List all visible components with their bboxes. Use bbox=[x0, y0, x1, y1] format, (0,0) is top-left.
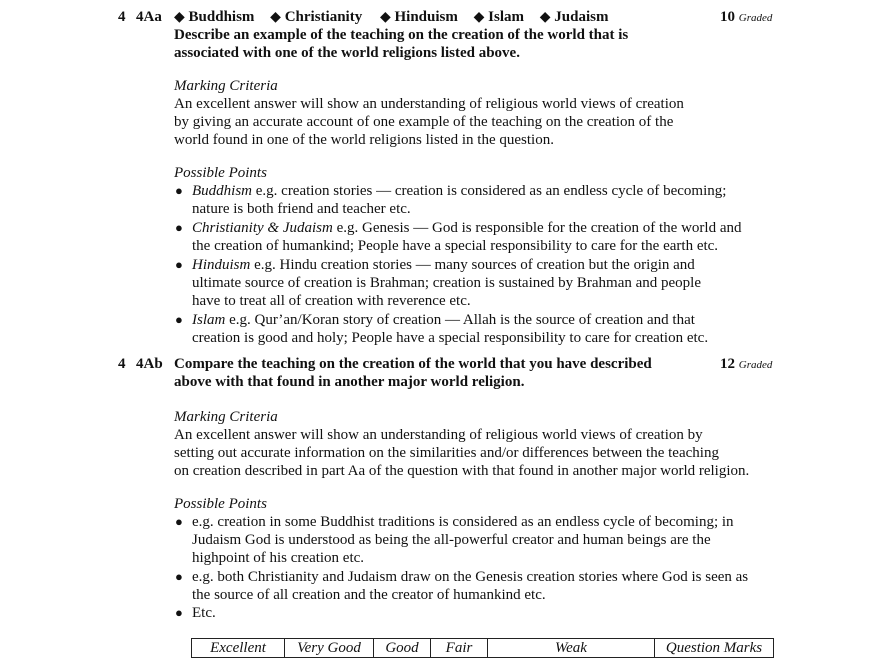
question-prompt: above with that found in another major world religion. bbox=[174, 374, 525, 390]
point-text: e.g. Hindu creation stories — many sources of creation but the origin and bbox=[250, 257, 695, 273]
graded-label: Graded bbox=[738, 359, 773, 371]
point-text: highpoint of his creation etc. bbox=[192, 550, 365, 566]
marks-graded bbox=[720, 355, 772, 374]
religion-item: Buddhism bbox=[188, 9, 255, 25]
diamond-icon: ◆ bbox=[539, 10, 551, 25]
table-cell: Very Good bbox=[285, 639, 374, 658]
point-text: have to treat all of creation with reverence etc. bbox=[192, 293, 471, 309]
bullet-icon: ● bbox=[175, 605, 183, 620]
table-cell: Good bbox=[374, 639, 431, 658]
list-item bbox=[192, 182, 726, 200]
diamond-icon: ◆ bbox=[473, 10, 485, 25]
criteria-text: by giving an accurate account of one example of the teaching on the creation of the bbox=[174, 114, 674, 130]
point-term: Hinduism bbox=[192, 257, 251, 273]
religion-item: Islam bbox=[488, 9, 524, 25]
point-text: the creation of humankind; People have a special responsibility to care for the earth etc. bbox=[192, 238, 719, 254]
list-item bbox=[192, 256, 695, 274]
point-text: ultimate source of creation is Brahman; creation is sustained by Brahman and people bbox=[192, 275, 702, 291]
question-prompt: associated with one of the world religions listed above. bbox=[174, 45, 520, 61]
diamond-icon: ◆ bbox=[379, 10, 391, 25]
diamond-icon: ◆ bbox=[174, 10, 185, 25]
table-cell: Fair bbox=[431, 639, 488, 658]
bullet-icon: ● bbox=[175, 220, 183, 235]
list-item bbox=[192, 311, 695, 329]
table-cell: Excellent bbox=[192, 639, 285, 658]
marks-value: 12 bbox=[720, 356, 735, 372]
point-text: e.g. both Christianity and Judaism draw on the Genesis creation stories where God is seen as bbox=[192, 569, 749, 585]
marks-graded bbox=[720, 8, 772, 27]
bullet-icon: ● bbox=[175, 257, 183, 272]
diamond-icon: ◆ bbox=[270, 10, 281, 25]
list-item bbox=[192, 219, 742, 237]
religion-item: Hinduism bbox=[394, 9, 458, 25]
bullet-icon: ● bbox=[175, 514, 183, 529]
bullet-icon: ● bbox=[175, 569, 183, 584]
criteria-heading: Marking Criteria bbox=[174, 409, 278, 425]
point-term: Buddhism bbox=[192, 183, 252, 199]
religion-item: Christianity bbox=[284, 9, 363, 25]
question-part: 4Aa bbox=[136, 9, 162, 25]
point-term: Christianity & Judaism bbox=[192, 220, 333, 236]
point-term: Islam bbox=[192, 312, 226, 328]
question-prompt: Describe an example of the teaching on the creation of the world that is bbox=[174, 27, 629, 43]
question-part: 4Ab bbox=[136, 356, 163, 372]
point-text: creation is good and holy; People have a special responsibility to care for creation etc. bbox=[192, 330, 709, 346]
point-text: e.g. Genesis — God is responsible for the creation of the world and bbox=[332, 220, 742, 236]
question-prompt: Compare the teaching on the creation of the world that you have described bbox=[174, 356, 652, 372]
criteria-text: An excellent answer will show an understanding of religious world views of creation bbox=[174, 96, 684, 112]
points-heading: Possible Points bbox=[174, 165, 267, 181]
table-cell: Weak bbox=[488, 639, 655, 658]
bullet-icon: ● bbox=[175, 183, 183, 198]
graded-label: Graded bbox=[738, 12, 773, 24]
religion-list bbox=[174, 8, 608, 27]
point-text: Judaism God is understood as being the all-powerful creator and human beings are the bbox=[192, 532, 711, 548]
criteria-heading: Marking Criteria bbox=[174, 78, 278, 94]
points-heading: Possible Points bbox=[174, 496, 267, 512]
point-text: e.g. creation in some Buddhist traditions is considered as an endless cycle of becoming; in bbox=[192, 514, 734, 530]
criteria-text: setting out accurate information on the similarities and/or differences between the teaching bbox=[174, 445, 719, 461]
point-text: Etc. bbox=[192, 605, 216, 621]
point-text: e.g. creation stories — creation is considered as an endless cycle of becoming; bbox=[252, 183, 727, 199]
table-cell: Question Marks bbox=[655, 639, 774, 658]
marks-table bbox=[191, 638, 774, 658]
criteria-text: on creation described in part Aa of the question with that found in another major world religion. bbox=[174, 463, 750, 479]
religion-item: Judaism bbox=[554, 9, 609, 25]
marks-value: 10 bbox=[720, 9, 735, 25]
point-text: nature is both friend and teacher etc. bbox=[192, 201, 411, 217]
question-number: 4 bbox=[118, 9, 126, 25]
question-number: 4 bbox=[118, 356, 126, 372]
criteria-text: world found in one of the world religions listed in the question. bbox=[174, 132, 554, 148]
bullet-icon: ● bbox=[175, 312, 183, 327]
point-text: e.g. Qur’an/Koran story of creation — Allah is the source of creation and that bbox=[225, 312, 695, 328]
criteria-text: An excellent answer will show an understanding of religious world views of creation by bbox=[174, 427, 703, 443]
table-row bbox=[192, 639, 774, 658]
point-text: the source of all creation and the creator of humankind etc. bbox=[192, 587, 546, 603]
